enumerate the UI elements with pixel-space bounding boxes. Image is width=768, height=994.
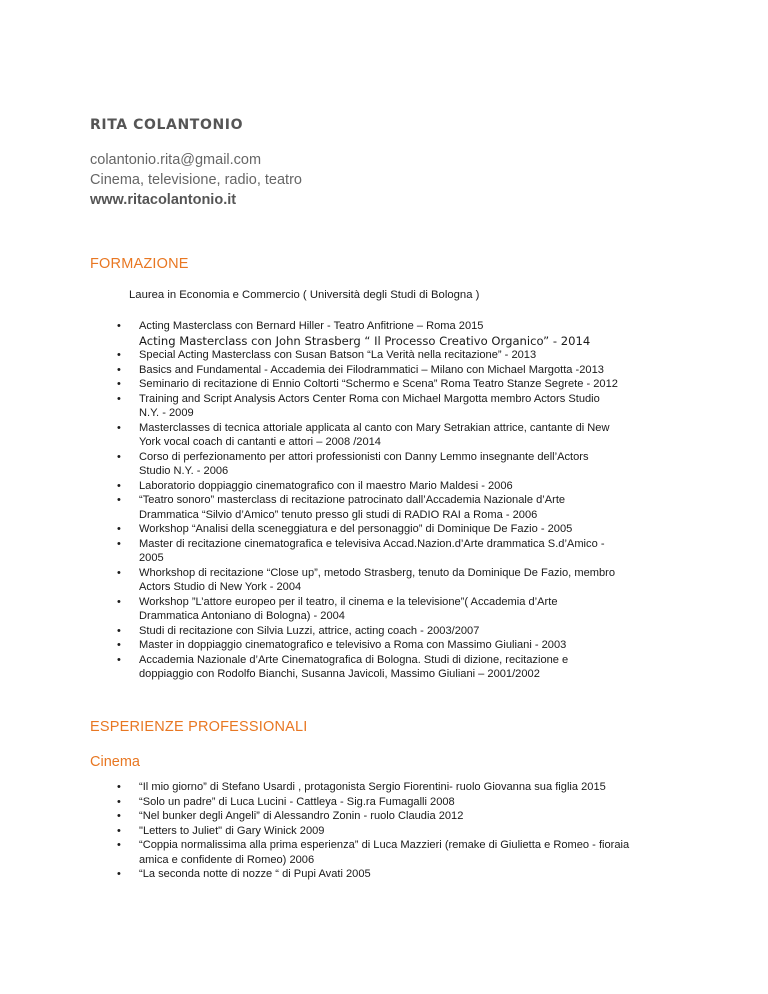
list-item [90,522,690,537]
list-item-line: • “Solo un padre” di Luca Lucini - Cattleya - Sig.ra Fumagalli 2008 [139,795,455,808]
website-link[interactable]: www.ritacolantonio.it [90,192,237,208]
list-item [90,653,690,682]
list-item-line: doppiaggio con Rodolfo Bianchi, Susanna Javicoli, Massimo Giuliani – 2001/2002 [139,668,540,680]
list-item-line: • Basics and Fundamental - Accademia dei Filodrammatici – Milano con Michael Margotta -2013 [139,363,604,376]
list-item-line: York vocal coach di cantanti e attori – 2008 /2014 [139,436,381,448]
list-item [90,638,690,653]
list-item-line: Actors Studio di New York - 2004 [139,581,302,593]
list-item-line: • Laboratorio doppiaggio cinematografico con il maestro Mario Maldesi - 2006 [139,479,513,492]
cinema-heading: Cinema [90,754,140,770]
list-item-line: • “Il mio giorno” di Stefano Usardi , protagonista Sergio Fiorentini- ruolo Giovanna sua figlia 2015 [139,781,606,793]
list-item-line: 2005 [139,552,164,564]
list-item [90,838,690,867]
list-item-line: Studio N.Y. - 2006 [139,465,229,477]
list-item-line: • Seminario di recitazione di Ennio Coltorti “Schermo e Scena” Roma Teatro Stanze Segrete - 2012 [139,378,618,390]
esperienze-heading: ESPERIENZE PROFESSIONALI [90,719,308,735]
list-item-line: • Acting Masterclass con Bernard Hiller - Teatro Anfitrione – Roma 2015 [139,320,484,332]
list-item [90,421,690,450]
list-item-line: • Corso di perfezionamento per attori professionisti con Danny Lemmo insegnante dell’Actors [139,450,589,463]
person-name: RITA COLANTONIO [90,117,244,133]
list-item [90,493,690,522]
list-item [90,809,690,824]
contact-block [90,150,302,210]
degree-text: Laurea in Economia e Commercio ( Università degli Studi di Bologna ) [129,289,480,301]
list-item [90,566,690,595]
list-item [90,595,690,624]
list-item-line: • Accademia Nazionale d’Arte Cinematografica di Bologna. Studi di dizione, recitazione e [139,653,569,666]
list-item [90,624,690,639]
list-item-line: Drammatica “Silvio d’Amico” tenuto presso gli studi di RADIO RAI a Roma - 2006 [139,508,538,521]
list-item-line: • Workshop “Analisi della sceneggiatura e del personaggio” di Dominique De Fazio - 2005 [139,523,573,535]
fields-text: Cinema, televisione, radio, teatro [90,172,302,188]
list-item-line: • “Teatro sonoro” masterclass di recitazione patrocinato dall’Accademia Nazionale d’Arte [139,494,566,506]
list-item-line: • Masterclasses di tecnica attoriale applicata al canto con Mary Setrakian attrice, cantante di New [139,421,610,434]
list-item [90,392,690,421]
list-item [90,450,690,479]
list-item-line: • "Letters to Juliet" di Gary Winick 2009 [139,824,325,837]
list-item-line: Acting Masterclass con John Strasberg “ Il Processo Creativo Organico” - 2014 [139,333,591,348]
list-item [90,334,690,349]
list-item [90,537,690,566]
cinema-list [90,780,690,882]
list-item-line: amica e confidente di Romeo) 2006 [139,853,315,866]
list-item-line: • Special Acting Masterclass con Susan Batson “La Verità nella recitazione” - 2013 [139,349,537,361]
list-item [90,780,690,795]
list-item [90,348,690,363]
email-text: colantonio.rita@gmail.com [90,152,262,168]
list-item-line: • Master di recitazione cinematografica e televisiva Accad.Nazion.d’Arte drammatica S.d’Amico - [139,537,605,550]
list-item [90,867,690,882]
list-item-line: • Workshop ”L’attore europeo per il teatro, il cinema e la televisione”( Accademia d’Arte [139,595,558,608]
list-item [90,824,690,839]
list-item-line: Drammatica Antoniano di Bologna) - 2004 [139,610,345,622]
list-item-line: • Whorkshop di recitazione “Close up”, metodo Strasberg, tenuto da Dominique De Fazio, membro [139,566,616,579]
formazione-heading: FORMAZIONE [90,256,189,272]
list-item [90,363,690,378]
list-item-line: • Training and Script Analysis Actors Center Roma con Michael Margotta membro Actors Studio [139,392,600,405]
list-item [90,795,690,810]
list-item-line: • “Coppia normalissima alla prima esperienza” di Luca Mazzieri (remake di Giulietta e Romeo - fioraia [139,839,630,851]
list-item [90,319,690,334]
list-item-line: N.Y. - 2009 [139,407,194,419]
list-item [90,377,690,392]
list-item-line: • Master in doppiaggio cinematografico e televisivo a Roma con Massimo Giuliani - 2003 [139,639,567,651]
list-item-line: • “La seconda notte di nozze “ di Pupi Avati 2005 [139,868,371,880]
formazione-list [90,319,690,682]
list-item [90,479,690,494]
list-item-line: • Studi di recitazione con Silvia Luzzi, attrice, acting coach - 2003/2007 [139,624,480,637]
list-item-line: • “Nel bunker degli Angeli” di Alessandro Zonin - ruolo Claudia 2012 [139,810,464,822]
